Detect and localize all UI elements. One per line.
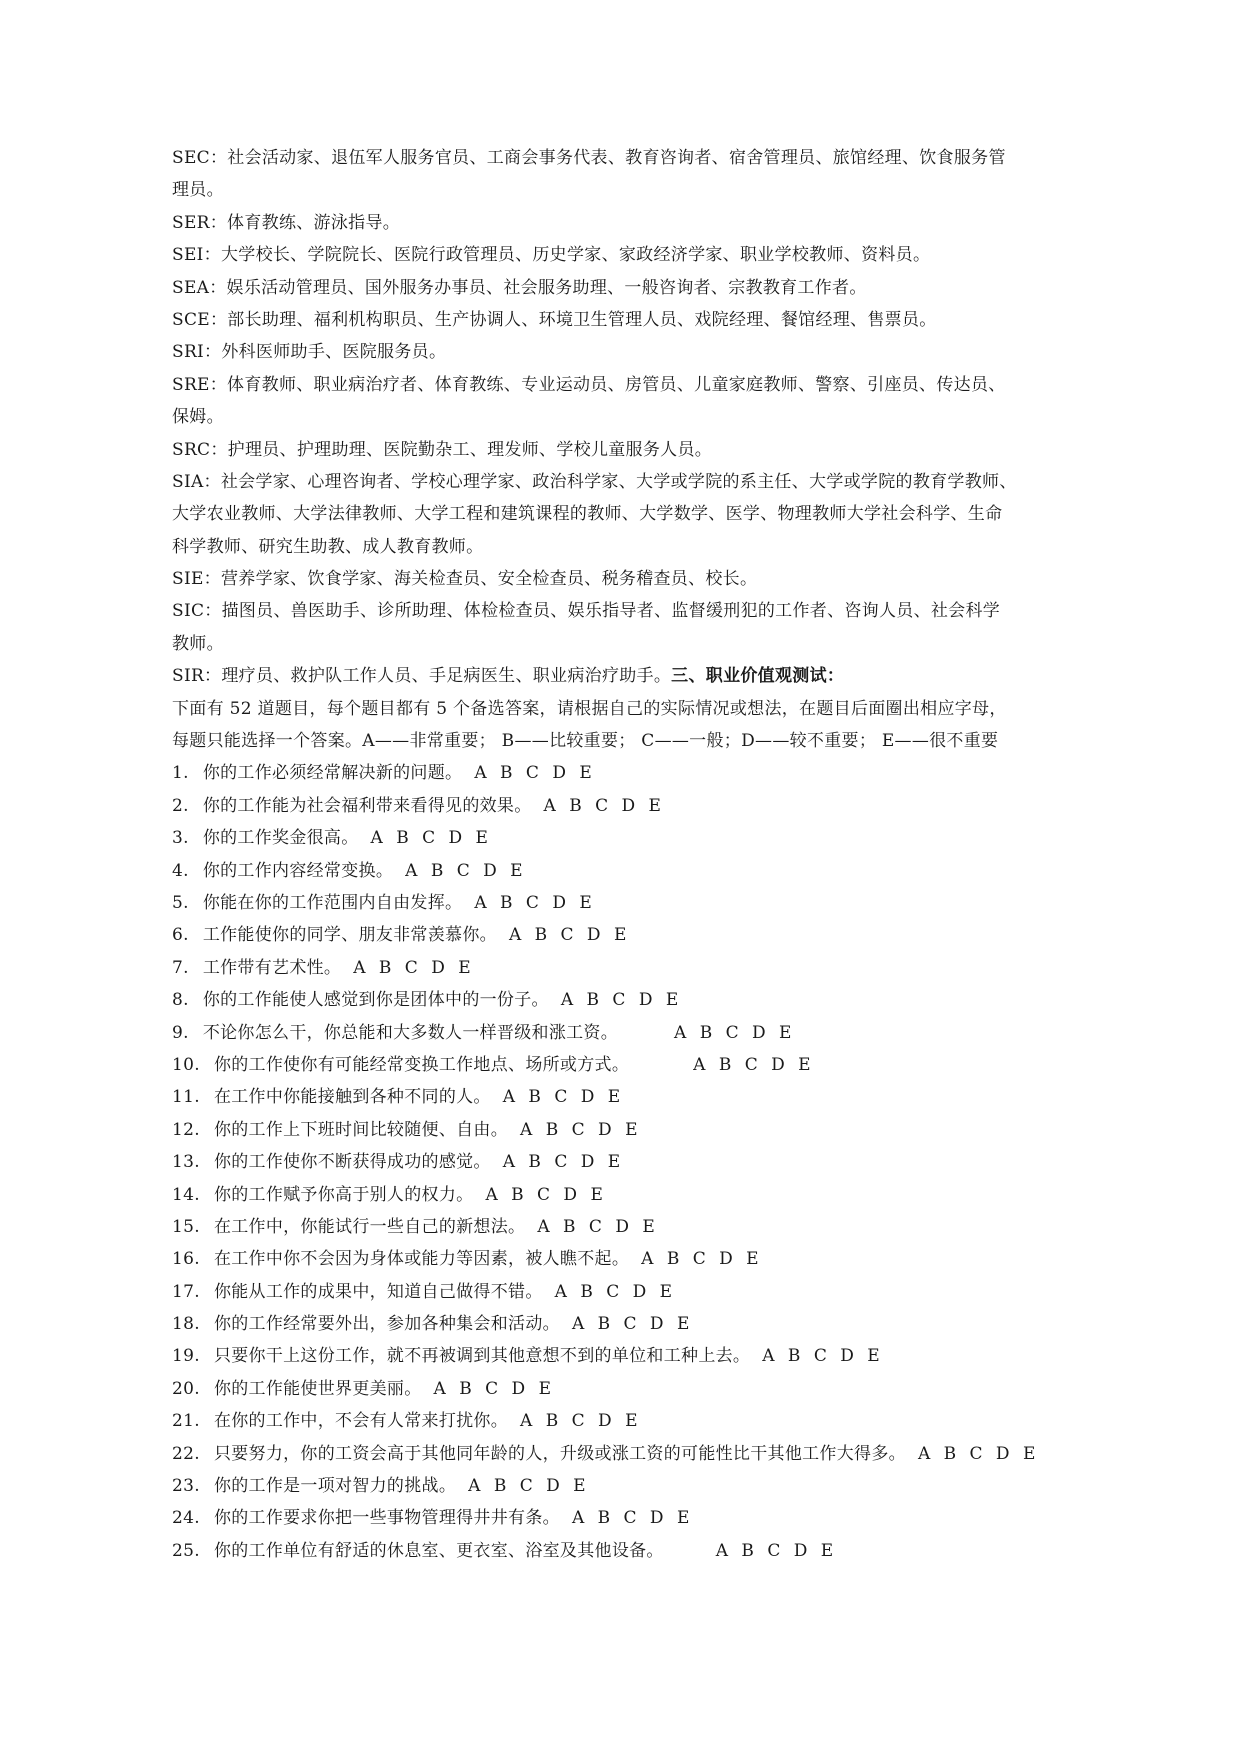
question-item — [172, 1017, 1072, 1049]
question-text: 在你的工作中，不会有人常来打扰你。 — [213, 1411, 509, 1432]
question-number: 10. — [172, 1054, 200, 1075]
question-list — [172, 757, 1072, 1567]
question-item — [172, 822, 1072, 854]
question-text: 你的工作能使人感觉到你是团体中的一份子。 — [202, 990, 549, 1011]
answer-options[interactable]: A B C D E — [537, 1216, 659, 1237]
text-line: SEC：社会活动家、退伍军人服务官员、工商会事务代表、教育咨询者、宿舍管理员、旅馆经理、饮食服务管 — [172, 148, 1006, 168]
answer-options[interactable]: A B C D E — [405, 860, 527, 881]
answer-options[interactable]: A B C D E — [571, 1508, 694, 1529]
sir-text: SIR：理疗员、救护队工作人员、手足病医生、职业病治疗助手。 — [172, 666, 672, 687]
answer-options[interactable]: A B C D E — [560, 990, 683, 1011]
question-item — [172, 1179, 1072, 1211]
question-text: 你能在你的工作范围内自由发挥。 — [202, 892, 463, 913]
question-text: 你的工作内容经常变换。 — [202, 860, 394, 881]
question-item — [172, 1308, 1072, 1340]
answer-options[interactable]: A B C D E — [353, 957, 475, 978]
question-text: 只要你干上这份工作，就不再被调到其他意想不到的单位和工种上去。 — [213, 1346, 751, 1367]
question-text: 你的工作赋予你高于别人的权力。 — [213, 1184, 474, 1205]
text-line: 理员。 — [172, 180, 224, 201]
question-number: 24. — [172, 1508, 200, 1529]
question-item — [172, 1276, 1072, 1308]
answer-options[interactable]: A B C D E — [674, 1022, 796, 1043]
answer-options[interactable]: A B C D E — [520, 1411, 642, 1432]
question-item — [172, 1243, 1072, 1275]
question-number: 6. — [172, 925, 189, 946]
question-item — [172, 1373, 1072, 1405]
question-text: 你的工作是一项对智力的挑战。 — [213, 1476, 457, 1497]
answer-options[interactable]: A B C D E — [693, 1054, 815, 1075]
question-item — [172, 1405, 1072, 1437]
answer-options[interactable]: A B C D E — [502, 1087, 625, 1108]
question-number: 21. — [172, 1411, 200, 1432]
answer-options[interactable]: A B C D E — [508, 925, 631, 946]
text-line: SEI：大学校长、学院院长、医院行政管理员、历史学家、家政经济学家、职业学校教师、资料员。 — [172, 245, 931, 266]
intro-line: 下面有 52 道题目，每个题目都有 5 个备选答案，请根据自己的实际情况或想法，在题目后面圈出相应字母， — [172, 698, 1007, 719]
intro-line: 每题只能选择一个答案。A——非常重要； B——比较重要； C——一般；D——较不重要； E——很不重要 — [172, 731, 999, 752]
answer-options[interactable]: A B C D E — [543, 795, 665, 816]
question-number: 15. — [172, 1216, 200, 1237]
question-number: 13. — [172, 1152, 200, 1173]
question-text: 在工作中你不会因为身体或能力等因素，被人瞧不起。 — [213, 1249, 630, 1270]
question-item — [172, 790, 1072, 822]
text-line: SRI：外科医师助手、医院服务员。 — [172, 342, 447, 363]
question-text: 你的工作使你不断获得成功的感觉。 — [213, 1152, 491, 1173]
question-item — [172, 1340, 1072, 1372]
question-item — [172, 1114, 1072, 1146]
answer-options[interactable]: A B C D E — [641, 1249, 763, 1270]
question-item — [172, 855, 1072, 887]
question-number: 4. — [172, 860, 189, 881]
question-text: 工作带有艺术性。 — [202, 957, 342, 978]
question-number: 7. — [172, 957, 189, 978]
text-line: SIC：描图员、兽医助手、诊所助理、体检检查员、娱乐指导者、监督缓刑犯的工作者、咨询人员、社会科学 — [172, 601, 1001, 622]
question-text: 你的工作要求你把一些事物管理得井井有条。 — [213, 1508, 560, 1529]
question-text: 你的工作经常要外出，参加各种集会和活动。 — [213, 1314, 560, 1335]
document-body — [172, 142, 1072, 1567]
question-number: 1. — [172, 763, 189, 784]
question-item — [172, 952, 1072, 984]
question-text: 你的工作能使世界更美丽。 — [213, 1378, 422, 1399]
question-text: 你的工作单位有舒适的休息室、更衣室、浴室及其他设备。 — [213, 1540, 664, 1561]
answer-options[interactable]: A B C D E — [433, 1378, 555, 1399]
text-line: SIE：营养学家、饮食学家、海关检查员、安全检查员、税务稽查员、校长。 — [172, 569, 758, 590]
question-text: 在工作中你能接触到各种不同的人。 — [213, 1087, 491, 1108]
question-item — [172, 1211, 1072, 1243]
question-item — [172, 1146, 1072, 1178]
question-number: 17. — [172, 1281, 200, 1302]
question-number: 3. — [172, 828, 189, 849]
question-text: 不论你怎么干，你总能和大多数人一样晋级和涨工资。 — [202, 1022, 619, 1043]
question-text: 你的工作上下班时间比较随便、自由。 — [213, 1119, 509, 1140]
text-line: 教师。 — [172, 633, 224, 654]
answer-options[interactable]: A B C D E — [468, 1476, 590, 1497]
text-line: SEA：娱乐活动管理员、国外服务办事员、社会服务助理、一般咨询者、宗教教育工作者。 — [172, 277, 867, 298]
question-number: 16. — [172, 1249, 200, 1270]
question-item — [172, 984, 1072, 1016]
answer-options[interactable]: A B C D E — [917, 1443, 1040, 1464]
question-number: 19. — [172, 1346, 200, 1367]
question-number: 5. — [172, 892, 189, 913]
question-text: 在工作中，你能试行一些自己的新想法。 — [213, 1216, 526, 1237]
text-line: SIA：社会学家、心理咨询者、学校心理学家、政治科学家、大学或学院的系主任、大学或学院的教育学教师、 — [172, 471, 1017, 492]
question-number: 12. — [172, 1119, 200, 1140]
text-line: 保姆。 — [172, 407, 224, 428]
question-text: 只要努力，你的工资会高于其他同年龄的人，升级或涨工资的可能性比干其他工作大得多。 — [213, 1443, 906, 1464]
question-text: 你能从工作的成果中，知道自己做得不错。 — [213, 1281, 543, 1302]
question-number: 9. — [172, 1022, 189, 1043]
question-item — [172, 1438, 1072, 1470]
question-number: 8. — [172, 990, 189, 1011]
question-number: 25. — [172, 1540, 200, 1561]
question-number: 2. — [172, 795, 189, 816]
question-item — [172, 887, 1072, 919]
question-item — [172, 1502, 1072, 1534]
question-text: 你的工作必须经常解决新的问题。 — [202, 763, 463, 784]
section-heading: 三、职业价值观测试： — [671, 666, 845, 687]
text-line: 科学教师、研究生助教、成人教育教师。 — [172, 536, 484, 557]
question-text: 工作能使你的同学、朋友非常羡慕你。 — [202, 925, 497, 946]
text-line: 大学农业教师、大学法律教师、大学工程和建筑课程的教师、大学数学、医学、物理教师大学社会科学、生命 — [172, 504, 1003, 525]
question-number: 22. — [172, 1443, 200, 1464]
sir-line — [172, 660, 1072, 692]
question-text: 你的工作奖金很高。 — [202, 828, 359, 849]
answer-options[interactable]: A B C D E — [715, 1540, 838, 1561]
answer-options[interactable]: A B C D E — [762, 1346, 884, 1367]
question-item — [172, 919, 1072, 951]
answer-options[interactable]: A B C D E — [474, 892, 596, 913]
question-item — [172, 1535, 1072, 1567]
question-item — [172, 1470, 1072, 1502]
text-line: SRE：体育教师、职业病治疗者、体育教练、专业运动员、房管员、儿童家庭教师、警察、引座员、传达员、 — [172, 374, 1006, 395]
text-line: SER：体育教练、游泳指导。 — [172, 212, 401, 233]
answer-options[interactable]: A B C D E — [520, 1119, 642, 1140]
answer-options[interactable]: A B C D E — [554, 1281, 677, 1302]
answer-options[interactable]: A B C D E — [370, 828, 492, 849]
question-number: 11. — [172, 1087, 200, 1108]
answer-options[interactable]: A B C D E — [485, 1184, 607, 1205]
question-item — [172, 1081, 1072, 1113]
question-text: 你的工作能为社会福利带来看得见的效果。 — [202, 795, 532, 816]
question-number: 23. — [172, 1476, 200, 1497]
text-line: SRC：护理员、护理助理、医院勤杂工、理发师、学校儿童服务人员。 — [172, 439, 713, 460]
question-text: 你的工作使你有可能经常变换工作地点、场所或方式。 — [213, 1054, 630, 1075]
answer-options[interactable]: A B C D E — [571, 1314, 694, 1335]
question-number: 14. — [172, 1184, 200, 1205]
question-item — [172, 757, 1072, 789]
answer-options[interactable]: A B C D E — [474, 763, 596, 784]
question-item — [172, 1049, 1072, 1081]
text-line: SCE：部长助理、福利机构职员、生产协调人、环境卫生管理人员、戏院经理、餐馆经理、售票员。 — [172, 309, 937, 330]
answer-options[interactable]: A B C D E — [502, 1152, 625, 1173]
question-number: 20. — [172, 1378, 200, 1399]
question-number: 18. — [172, 1314, 200, 1335]
